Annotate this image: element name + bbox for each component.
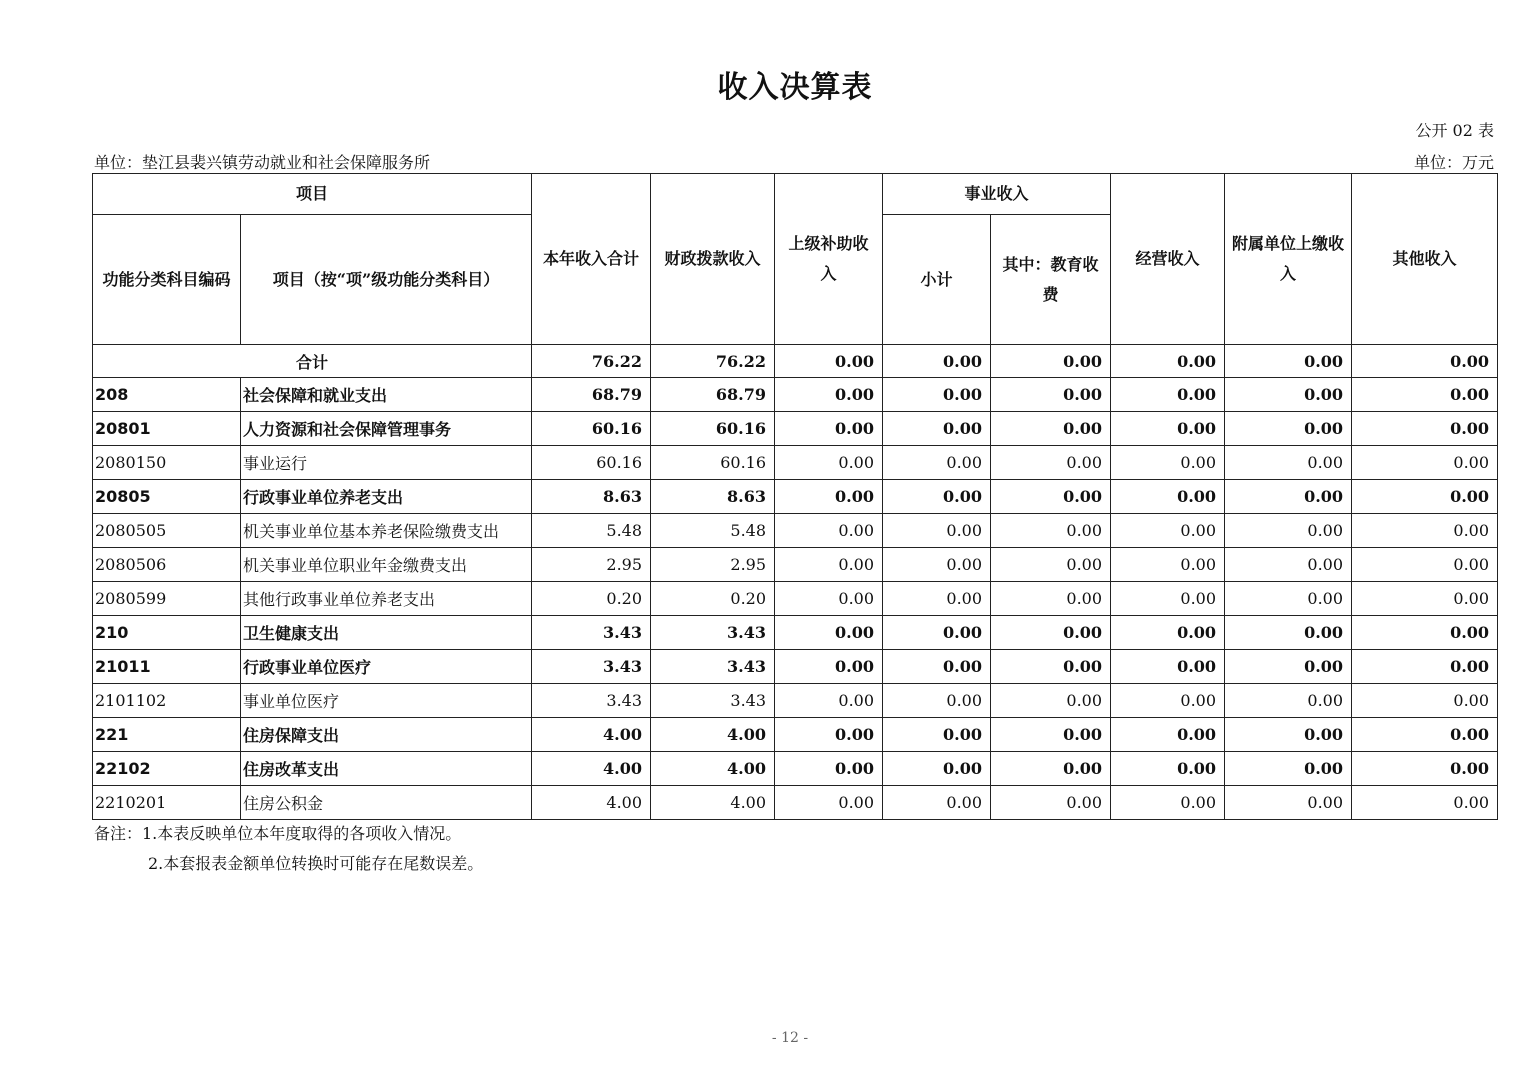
cell-subtotal: 0.00 <box>883 412 991 446</box>
cell-subtotal: 0.00 <box>883 548 991 582</box>
cell-education: 0.00 <box>991 582 1111 616</box>
cell-item-name: 机关事业单位职业年金缴费支出 <box>241 548 532 582</box>
cell-subtotal: 0.00 <box>883 480 991 514</box>
cell-superior: 0.00 <box>775 786 883 820</box>
cell-other: 0.00 <box>1352 752 1498 786</box>
cell-fiscal: 3.43 <box>651 650 775 684</box>
cell-operating: 0.00 <box>1111 548 1225 582</box>
cell-other: 0.00 <box>1352 650 1498 684</box>
cell-operating: 0.00 <box>1111 446 1225 480</box>
cell-code: 2080150 <box>93 446 241 480</box>
note-1: 备注：1.本表反映单位本年度取得的各项收入情况。 <box>94 824 462 843</box>
cell-fiscal: 0.20 <box>651 582 775 616</box>
total-label: 合计 <box>93 345 532 378</box>
cell-operating: 0.00 <box>1111 378 1225 412</box>
cell-other: 0.00 <box>1352 378 1498 412</box>
cell-education: 0.00 <box>991 412 1111 446</box>
table-row <box>93 582 1498 616</box>
cell-total: 60.16 <box>532 412 651 446</box>
cell-fiscal: 2.95 <box>651 548 775 582</box>
table-row <box>93 412 1498 446</box>
header-total-income: 本年收入合计 <box>532 174 651 345</box>
cell-fiscal: 3.43 <box>651 616 775 650</box>
cell-total: 2.95 <box>532 548 651 582</box>
cell-code: 22102 <box>93 752 241 786</box>
cell-total: 5.48 <box>532 514 651 548</box>
table-row <box>93 514 1498 548</box>
cell-total: 3.43 <box>532 684 651 718</box>
table-row <box>93 480 1498 514</box>
cell-education: 0.00 <box>991 446 1111 480</box>
cell-affiliated: 0.00 <box>1225 446 1352 480</box>
cell-education: 0.00 <box>991 752 1111 786</box>
cell-total: 3.43 <box>532 650 651 684</box>
cell-item-name: 社会保障和就业支出 <box>241 378 532 412</box>
cell-affiliated: 0.00 <box>1225 718 1352 752</box>
cell-operating: 0.00 <box>1111 616 1225 650</box>
cell-subtotal: 0.00 <box>883 752 991 786</box>
cell-education: 0.00 <box>991 650 1111 684</box>
cell-total: 0.20 <box>532 582 651 616</box>
cell-superior: 0.00 <box>775 548 883 582</box>
header-fiscal-appropriation: 财政拨款收入 <box>651 174 775 345</box>
cell-total: 68.79 <box>532 378 651 412</box>
currency-unit: 单位：万元 <box>1413 153 1494 172</box>
cell-code: 2210201 <box>93 786 241 820</box>
note-2: 2.本套报表金额单位转换时可能存在尾数误差。 <box>148 854 484 873</box>
cell-affiliated: 0.00 <box>1225 752 1352 786</box>
cell-fiscal: 5.48 <box>651 514 775 548</box>
cell-code: 221 <box>93 718 241 752</box>
cell-affiliated: 0.00 <box>1225 345 1352 378</box>
cell-item-name: 事业运行 <box>241 446 532 480</box>
cell-total: 8.63 <box>532 480 651 514</box>
cell-item-name: 行政事业单位医疗 <box>241 650 532 684</box>
header-project: 项目 <box>93 174 532 215</box>
cell-affiliated: 0.00 <box>1225 412 1352 446</box>
cell-other: 0.00 <box>1352 548 1498 582</box>
table-row <box>93 684 1498 718</box>
cell-other: 0.00 <box>1352 684 1498 718</box>
cell-other: 0.00 <box>1352 718 1498 752</box>
cell-fiscal: 68.79 <box>651 378 775 412</box>
cell-subtotal: 0.00 <box>883 345 991 378</box>
cell-fiscal: 8.63 <box>651 480 775 514</box>
page-title: 收入决算表 <box>717 70 873 105</box>
cell-item-name: 行政事业单位养老支出 <box>241 480 532 514</box>
header-subtotal: 小计 <box>883 215 991 345</box>
cell-education: 0.00 <box>991 345 1111 378</box>
cell-code: 20801 <box>93 412 241 446</box>
cell-superior: 0.00 <box>775 412 883 446</box>
cell-superior: 0.00 <box>775 752 883 786</box>
cell-subtotal: 0.00 <box>883 684 991 718</box>
cell-other: 0.00 <box>1352 446 1498 480</box>
cell-fiscal: 4.00 <box>651 718 775 752</box>
cell-code: 20805 <box>93 480 241 514</box>
cell-item-name: 其他行政事业单位养老支出 <box>241 582 532 616</box>
cell-operating: 0.00 <box>1111 412 1225 446</box>
cell-operating: 0.00 <box>1111 514 1225 548</box>
table-row <box>93 548 1498 582</box>
cell-other: 0.00 <box>1352 616 1498 650</box>
table-row <box>93 616 1498 650</box>
cell-total: 4.00 <box>532 718 651 752</box>
cell-superior: 0.00 <box>775 480 883 514</box>
table-row <box>93 378 1498 412</box>
cell-affiliated: 0.00 <box>1225 582 1352 616</box>
cell-superior: 0.00 <box>775 684 883 718</box>
cell-superior: 0.00 <box>775 650 883 684</box>
cell-code: 2101102 <box>93 684 241 718</box>
cell-subtotal: 0.00 <box>883 446 991 480</box>
table-row <box>93 718 1498 752</box>
cell-total: 4.00 <box>532 786 651 820</box>
table-row <box>93 650 1498 684</box>
cell-affiliated: 0.00 <box>1225 480 1352 514</box>
cell-affiliated: 0.00 <box>1225 684 1352 718</box>
cell-operating: 0.00 <box>1111 480 1225 514</box>
cell-subtotal: 0.00 <box>883 786 991 820</box>
cell-affiliated: 0.00 <box>1225 786 1352 820</box>
cell-item-name: 住房公积金 <box>241 786 532 820</box>
cell-operating: 0.00 <box>1111 718 1225 752</box>
cell-item-name: 住房保障支出 <box>241 718 532 752</box>
cell-operating: 0.00 <box>1111 752 1225 786</box>
cell-education: 0.00 <box>991 684 1111 718</box>
cell-other: 0.00 <box>1352 514 1498 548</box>
cell-code: 208 <box>93 378 241 412</box>
cell-item-name: 事业单位医疗 <box>241 684 532 718</box>
page-number: - 12 - <box>771 1030 809 1046</box>
cell-fiscal: 76.22 <box>651 345 775 378</box>
cell-subtotal: 0.00 <box>883 378 991 412</box>
cell-other: 0.00 <box>1352 345 1498 378</box>
cell-operating: 0.00 <box>1111 684 1225 718</box>
total-row <box>93 345 1498 378</box>
cell-education: 0.00 <box>991 480 1111 514</box>
cell-other: 0.00 <box>1352 786 1498 820</box>
cell-operating: 0.00 <box>1111 345 1225 378</box>
cell-item-name: 机关事业单位基本养老保险缴费支出 <box>241 514 532 548</box>
cell-superior: 0.00 <box>775 582 883 616</box>
cell-total: 4.00 <box>532 752 651 786</box>
cell-subtotal: 0.00 <box>883 650 991 684</box>
header-code: 功能分类科目编码 <box>93 215 241 345</box>
cell-superior: 0.00 <box>775 718 883 752</box>
cell-subtotal: 0.00 <box>883 718 991 752</box>
header-other-income: 其他收入 <box>1352 174 1498 345</box>
cell-code: 2080599 <box>93 582 241 616</box>
cell-superior: 0.00 <box>775 345 883 378</box>
cell-operating: 0.00 <box>1111 786 1225 820</box>
cell-education: 0.00 <box>991 378 1111 412</box>
cell-subtotal: 0.00 <box>883 582 991 616</box>
cell-other: 0.00 <box>1352 480 1498 514</box>
cell-education: 0.00 <box>991 718 1111 752</box>
cell-superior: 0.00 <box>775 378 883 412</box>
cell-fiscal: 60.16 <box>651 446 775 480</box>
cell-affiliated: 0.00 <box>1225 378 1352 412</box>
cell-subtotal: 0.00 <box>883 514 991 548</box>
cell-affiliated: 0.00 <box>1225 548 1352 582</box>
cell-item-name: 卫生健康支出 <box>241 616 532 650</box>
cell-education: 0.00 <box>991 616 1111 650</box>
cell-affiliated: 0.00 <box>1225 514 1352 548</box>
cell-education: 0.00 <box>991 786 1111 820</box>
header-business-income: 事业收入 <box>883 174 1111 215</box>
header-item-name: 项目（按“项”级功能分类科目） <box>241 215 532 345</box>
form-number: 公开 02 表 <box>1415 121 1494 140</box>
cell-operating: 0.00 <box>1111 650 1225 684</box>
cell-fiscal: 60.16 <box>651 412 775 446</box>
cell-superior: 0.00 <box>775 616 883 650</box>
cell-education: 0.00 <box>991 514 1111 548</box>
table-row <box>93 446 1498 480</box>
cell-code: 21011 <box>93 650 241 684</box>
header-superior-subsidy: 上级补助收入 <box>775 174 883 345</box>
cell-affiliated: 0.00 <box>1225 650 1352 684</box>
cell-total: 60.16 <box>532 446 651 480</box>
cell-operating: 0.00 <box>1111 582 1225 616</box>
cell-other: 0.00 <box>1352 412 1498 446</box>
cell-item-name: 住房改革支出 <box>241 752 532 786</box>
header-education-fee: 其中：教育收费 <box>991 215 1111 345</box>
cell-total: 3.43 <box>532 616 651 650</box>
table-row <box>93 786 1498 820</box>
header-operating-income: 经营收入 <box>1111 174 1225 345</box>
cell-item-name: 人力资源和社会保障管理事务 <box>241 412 532 446</box>
cell-code: 2080505 <box>93 514 241 548</box>
table-row <box>93 752 1498 786</box>
cell-total: 76.22 <box>532 345 651 378</box>
cell-fiscal: 3.43 <box>651 684 775 718</box>
cell-fiscal: 4.00 <box>651 752 775 786</box>
cell-education: 0.00 <box>991 548 1111 582</box>
cell-superior: 0.00 <box>775 514 883 548</box>
reporting-unit: 单位：垫江县裴兴镇劳动就业和社会保障服务所 <box>94 153 431 172</box>
income-table <box>92 173 1498 820</box>
cell-code: 2080506 <box>93 548 241 582</box>
cell-code: 210 <box>93 616 241 650</box>
cell-superior: 0.00 <box>775 446 883 480</box>
cell-other: 0.00 <box>1352 582 1498 616</box>
header-affiliated-income: 附属单位上缴收入 <box>1225 174 1352 345</box>
cell-fiscal: 4.00 <box>651 786 775 820</box>
cell-affiliated: 0.00 <box>1225 616 1352 650</box>
cell-subtotal: 0.00 <box>883 616 991 650</box>
